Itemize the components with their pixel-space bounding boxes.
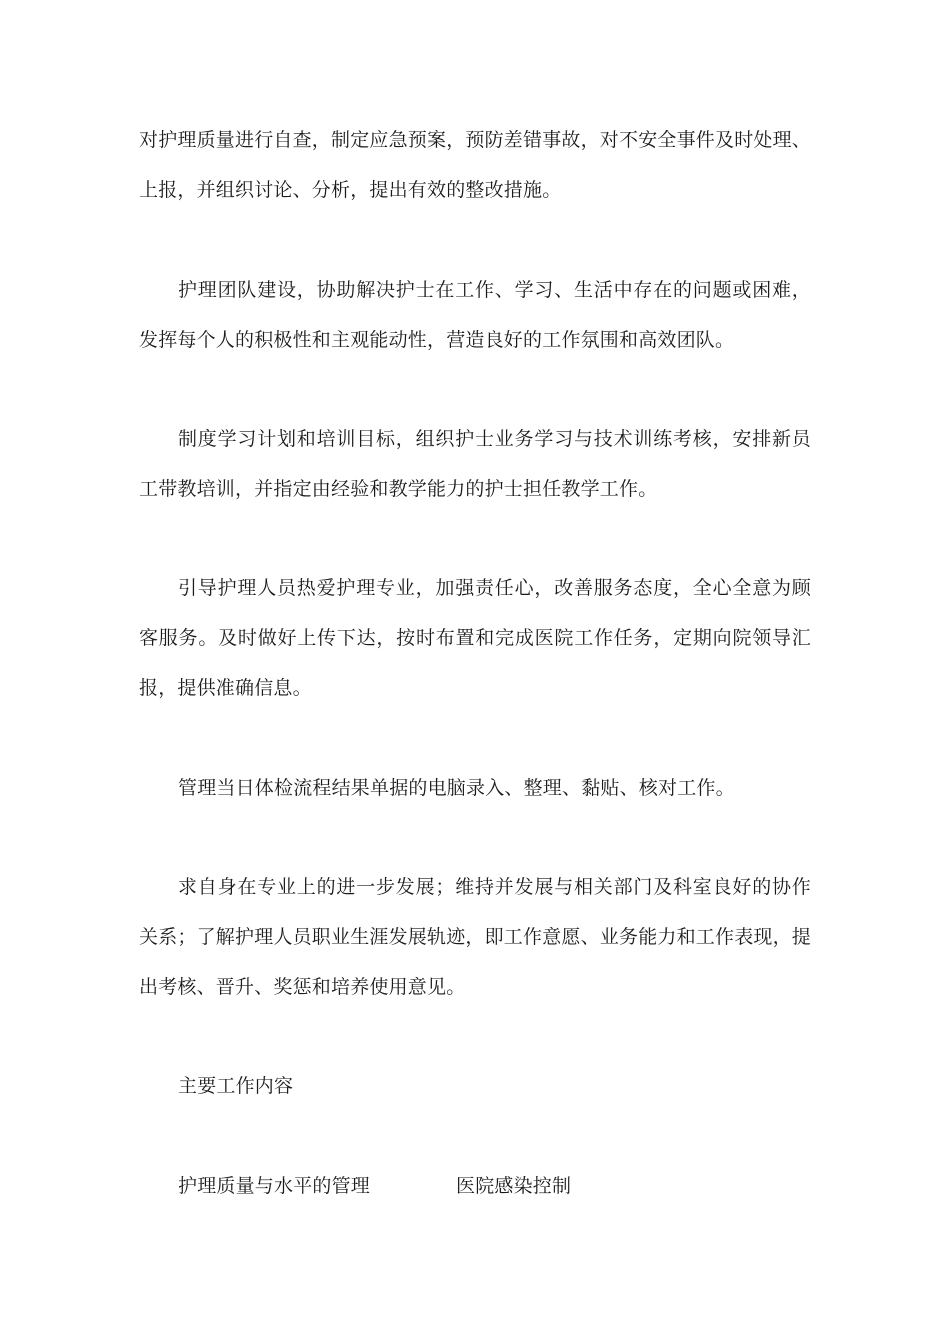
paragraph-records-management: 管理当日体检流程结果单据的电脑录入、整理、黏贴、核对工作。 bbox=[178, 777, 735, 799]
section-heading: 主要工作内容 bbox=[178, 1075, 294, 1097]
work-item-quality-management: 护理质量与水平的管理 bbox=[178, 1175, 371, 1197]
paragraph-training-plan: 制度学习计划和培训目标，组织护士业务学习与技术训练考核，安排新员工带教培训，并指定由经验和教学能力的护士担任教学工作。 bbox=[139, 428, 811, 500]
paragraph-quality-selfcheck: 对护理质量进行自查，制定应急预案，预防差错事故，对不安全事件及时处理、上报，并组织讨论、分析，提出有效的整改措施。 bbox=[139, 129, 812, 201]
work-item-infection-control: 医院感染控制 bbox=[456, 1175, 572, 1197]
paragraph-service-guidance: 引导护理人员热爱护理专业，加强责任心，改善服务态度，全心全意为顾客服务。及时做好上传下达，按时布置和完成医院工作任务，定期向院领导汇报，提供准确信息。 bbox=[139, 577, 811, 699]
work-items-row bbox=[178, 1161, 572, 1211]
paragraph-career-development: 求自身在专业上的进一步发展；维持并发展与相关部门及科室良好的协作关系；了解护理人员职业生涯发展轨迹，即工作意愿、业务能力和工作表现，提出考核、晋升、奖惩和培养使用意见。 bbox=[139, 876, 812, 998]
paragraph-team-building: 护理团队建设，协助解决护士在工作、学习、生活中存在的问题或困难，发挥每个人的积极性和主观能动性，营造良好的工作氛围和高效团队。 bbox=[139, 279, 811, 351]
